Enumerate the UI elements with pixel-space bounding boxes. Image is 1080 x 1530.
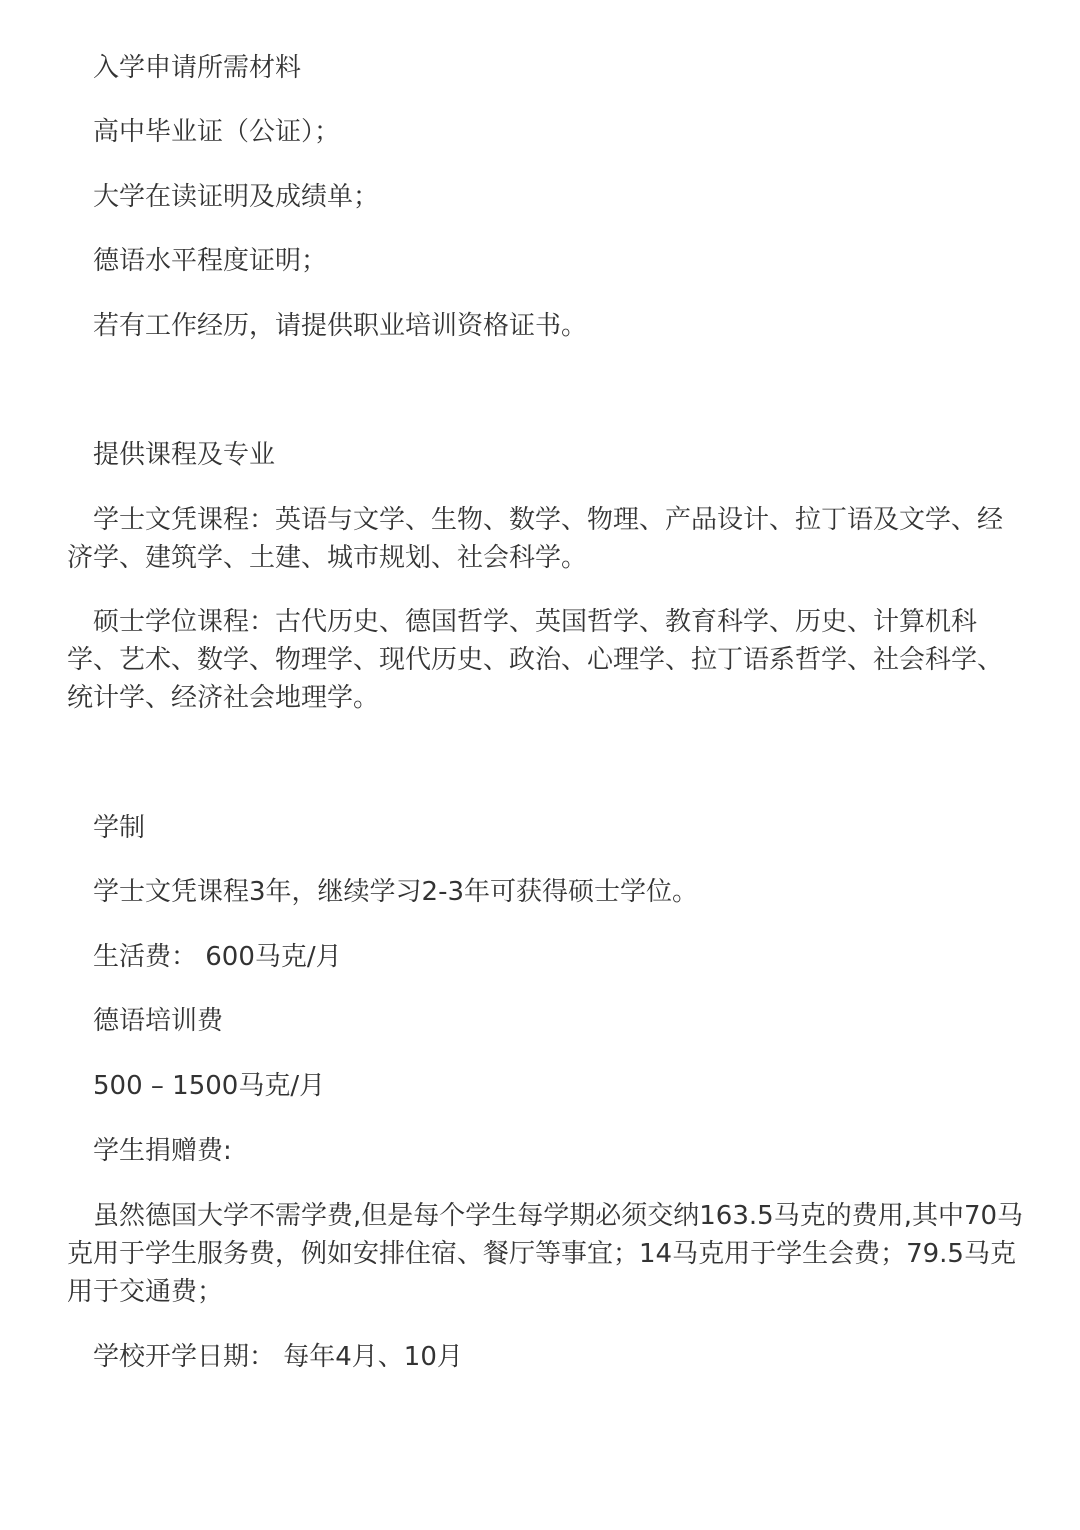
student-fee-text: 虽然德国大学不需学费,但是每个学生每学期必须交纳163.5马克的费用,其中70马克用于学生服务费，例如安排住宿、餐厅等事宜；14马克用于学生会费；79.5马克用于交通费； xyxy=(67,1201,1024,1307)
duration-text: 学士文凭课程3年，继续学习2-3年可获得硕士学位。 xyxy=(93,877,699,907)
material-item-diploma: 高中毕业证（公证）； xyxy=(93,117,341,147)
semester-start: 学校开学日期： 每年4月、10月 xyxy=(93,1342,463,1372)
master-courses: 硕士学位课程：古代历史、德国哲学、英国哲学、教育科学、历史、计算机科学、艺术、数学、物理学、现代历史、政治、心理学、拉丁语系哲学、社会科学、统计学、经济社会地理学。 xyxy=(67,607,1004,713)
german-training-fee: 500 – 1500马克/月 xyxy=(93,1071,326,1101)
heading-student-fee: 学生捐赠费: xyxy=(93,1136,232,1166)
heading-german-training-fee: 德语培训费 xyxy=(93,1006,224,1036)
material-item-transcript: 大学在读证明及成绩单； xyxy=(93,182,380,212)
living-cost: 生活费： 600马克/月 xyxy=(93,942,342,972)
heading-courses: 提供课程及专业 xyxy=(93,440,276,470)
bachelor-courses: 学士文凭课程：英语与文学、生物、数学、物理、产品设计、拉丁语及文学、经济学、建筑学、土建、城市规划、社会科学。 xyxy=(67,505,1004,573)
material-item-work-experience: 若有工作经历，请提供职业培训资格证书。 xyxy=(93,311,588,341)
heading-duration: 学制 xyxy=(93,813,146,843)
heading-admission-materials: 入学申请所需材料 xyxy=(93,53,302,83)
material-item-german-proof: 德语水平程度证明； xyxy=(93,246,328,276)
